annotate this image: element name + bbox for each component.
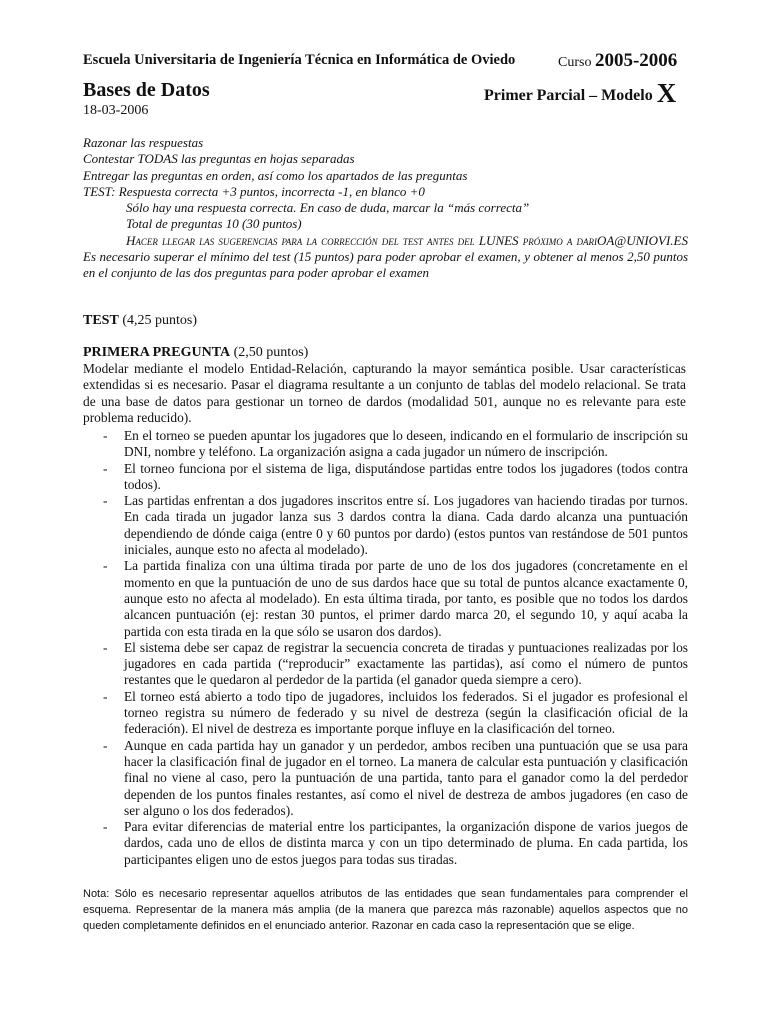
- model-letter: X: [656, 78, 677, 108]
- list-item-text: En el torneo se pueden apuntar los jugadores que lo deseen, indicando en el formulario de inscripción su DNI, nombre y teléfono. La organización asigna a cada jugador un número de inscripción.: [124, 428, 688, 460]
- list-item-text: La partida finaliza con una última tirada por parte de uno de los dos jugadores (concretamente en el momento en que la puntuación de uno de sus dardos hace que su total de puntos alcance exactamente 0, aunque esto no afecta al modelado). En esta última tirada, por tanto, es posible que no todos los dardos alcancen puntuación (ej: restan 30 puntos, el primer dardo marca 20, el segundo 10, y aquí acaba la partida con esta tirada en la que sólo se usaron dos dardos).: [124, 558, 688, 639]
- instructions: [83, 135, 688, 282]
- requirements-list: [83, 428, 688, 868]
- instruction-line: TEST: Respuesta correcta +3 puntos, incorrecta -1, en blanco +0: [83, 183, 425, 199]
- exam-date: 18-03-2006: [83, 103, 149, 118]
- list-item-text: Aunque en cada partida hay un ganador y un perdedor, ambos reciben una puntuación que se usa para hacer la clasificación final de jugador en el torneo. La manera de calcular esta puntuación y clasificación final no viene al caso, pero la puntuación de una partida, tanto para el ganador como la del perdedor dependen de los puntos finales restantes, así como el nivel de destreza de ambos jugadores (en caso de ser alguno o los dos federados).: [124, 737, 688, 818]
- course-info: [558, 50, 677, 72]
- list-item: [83, 428, 688, 461]
- list-item-text: Para evitar diferencias de material entre los participantes, la organización dispone de varios juegos de dardos, cada uno de ellos de distinta marca y con un tipo determinado de pluma. En cada partida, los participantes eligen uno de estos juegos para todas sus tiradas.: [124, 819, 688, 867]
- exam-info: [484, 78, 676, 109]
- bullet-dash: -: [103, 639, 108, 655]
- list-item: [83, 558, 688, 639]
- list-item: [83, 640, 688, 689]
- instruction-line: Hacer llegar las sugerencias para la corrección del test antes del LUNES próximo a dariOA@UNIOVI.ES: [126, 232, 688, 248]
- question-points: (2,50 puntos): [233, 345, 309, 360]
- question-heading: [83, 345, 308, 361]
- list-item-text: Las partidas enfrentan a dos jugadores inscritos entre sí. Los jugadores van haciendo tiradas por turnos. En cada tirada un jugador lanza sus 3 dardos contra la diana. Cada dardo alcanza una puntuación dependiendo de dónde caiga (entre 0 y 60 puntos por dardo) (estos puntos van restándose de 501 puntos iniciales, aunque esto no afecta al modelado).: [124, 493, 688, 558]
- test-label: TEST: [83, 313, 119, 328]
- bullet-dash: -: [103, 493, 108, 509]
- list-item: [83, 738, 688, 819]
- bullet-dash: -: [103, 460, 108, 476]
- bullet-dash: -: [103, 558, 108, 574]
- question-label: PRIMERA PREGUNTA: [83, 345, 231, 360]
- instruction-line: Es necesario superar el mínimo del test (15 puntos) para poder aprobar el examen, y obtener al menos 2,50 puntos en el conjunto de las dos preguntas para poder aprobar el examen: [83, 249, 688, 281]
- bullet-dash: -: [103, 737, 108, 753]
- instruction-line: Contestar TODAS las preguntas en hojas separadas: [83, 151, 355, 167]
- list-item: [83, 819, 688, 868]
- subject-title: Bases de Datos: [83, 79, 210, 101]
- instruction-line: Total de preguntas 10 (30 puntos): [126, 216, 302, 232]
- exam-label: Primer Parcial – Modelo: [484, 87, 653, 104]
- list-item-text: El sistema debe ser capaz de registrar la secuencia concreta de tiradas y puntuaciones realizadas por los jugadores en cada partida (“reproducir” exactamente las partidas), así como el número de puntos restantes que le quedaron al perdedor de la partida (el ganador queda siempre a cero).: [124, 639, 688, 688]
- list-item: [83, 461, 688, 494]
- test-heading: [83, 313, 197, 329]
- course-year: 2005-2006: [594, 50, 678, 71]
- footnote: Nota: Sólo es necesario representar aquellos atributos de las entidades que sean fundamentales para comprender el esquema. Representar de la manera más amplia (de la manera que parezca más razonable) aquellos aspectos que no queden completamente definidos en el enunciado anterior. Razonar en cada caso la representación que se elige.: [83, 888, 688, 932]
- school-name: Escuela Universitaria de Ingeniería Técnica en Informática de Oviedo: [83, 52, 516, 68]
- course-label: Curso: [558, 55, 592, 70]
- instruction-line: Razonar las respuestas: [83, 135, 204, 150]
- bullet-dash: -: [103, 428, 108, 443]
- question-intro: Modelar mediante el modelo Entidad-Relación, capturando la mayor semántica posible. Usar características extendidas si es necesario. Pasar el diagrama resultante a un conjunto de tablas del modelo relacional. Se trata de una base de datos para gestionar un torneo de dardos (modalidad 501, aunque no es relevante para este problema reducido).: [83, 361, 686, 425]
- list-item: [83, 493, 688, 558]
- list-item: [83, 689, 688, 738]
- instruction-line: Entregar las preguntas en orden, así como los apartados de las preguntas: [83, 167, 468, 183]
- test-points: (4,25 puntos): [122, 313, 197, 328]
- instruction-line: Sólo hay una respuesta correcta. En caso de duda, marcar la “más correcta”: [126, 200, 530, 216]
- bullet-dash: -: [103, 819, 108, 835]
- list-item-text: El torneo está abierto a todo tipo de jugadores, incluidos los federados. Si el jugador es profesional el torneo registra su número de federado y su nivel de destreza (según la clasificación oficial de la federación). El nivel de destreza es importante porque influye en la clasificación del torneo.: [124, 688, 688, 737]
- bullet-dash: -: [103, 688, 108, 704]
- list-item-text: El torneo funciona por el sistema de liga, disputándose partidas entre todos los jugadores (todos contra todos).: [124, 460, 688, 492]
